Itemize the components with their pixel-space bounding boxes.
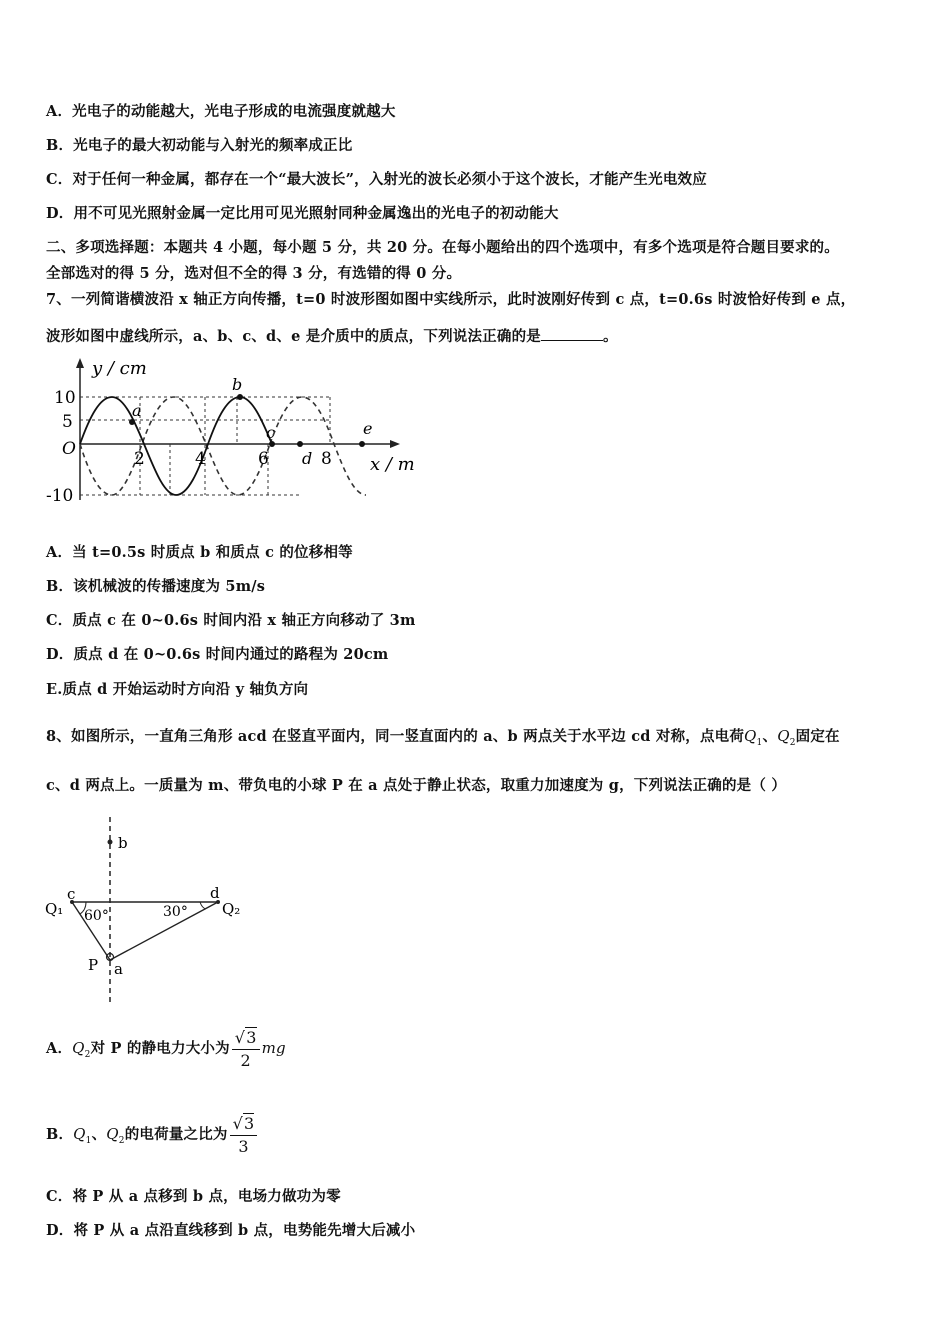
q7-option-b: B．该机械波的传播速度为 5m/s xyxy=(46,578,266,595)
label-b: b xyxy=(232,375,243,394)
diagram-label-q2: Q₂ xyxy=(222,900,241,918)
section2-heading-line1: 二、多项选择题：本题共 4 小题，每小题 5 分，共 20 分。在每小题给出的四个选项中，有多个选项是符合题目要求的。 xyxy=(46,239,839,256)
diagram-label-d: d xyxy=(210,884,220,902)
y-tick-10: 10 xyxy=(54,388,76,408)
x-tick-2: 2 xyxy=(134,449,145,469)
label-a: a xyxy=(132,401,142,420)
charge-q2: $Q_2$ xyxy=(72,1039,91,1060)
q8-stem-text: 8、如图所示，一直角三角形 acd 在竖直平面内，同一竖直面内的 a、b 两点关于水平边 cd 对称，点电荷 xyxy=(46,728,745,745)
x-axis-arrow xyxy=(390,440,400,448)
diagram-label-a: a xyxy=(114,960,123,978)
origin-label: O xyxy=(62,439,76,459)
separator: 、 xyxy=(762,728,778,745)
x-tick-4: 4 xyxy=(195,449,206,469)
prev-option-c: C．对于任何一种金属，都存在一个“最大波长”，入射光的波长必须小于这个波长，才能产生光电效应 xyxy=(46,171,707,188)
prev-option-a: A．光电子的动能越大，光电子形成的电流强度就越大 xyxy=(46,103,396,120)
q8-stem-line2: c、d 两点上。一质量为 m、带负电的小球 P 在 a 点处于静止状态，取重力加速度为 g，下列说法正确的是（ ） xyxy=(46,777,787,794)
y-tick-5: 5 xyxy=(62,412,73,432)
x-unit-label: x / m xyxy=(370,454,415,475)
angle-30-arc xyxy=(200,902,206,909)
dashed-wave-tail xyxy=(270,397,366,495)
q7-option-e: E.质点 d 开始运动时方向沿 y 轴负方向 xyxy=(46,681,309,698)
q8-option-c: C．将 P 从 a 点移到 b 点，电场力做功为零 xyxy=(46,1188,341,1205)
diagram-label-c: c xyxy=(67,885,76,903)
q7-option-d: D．质点 d 在 0~0.6s 时间内通过的路程为 20cm xyxy=(46,646,389,663)
point-b-dot xyxy=(108,840,113,845)
charge-q1: $Q_1$ xyxy=(73,1125,92,1146)
point-b xyxy=(237,394,243,400)
charge-q2: $Q_2$ xyxy=(106,1125,125,1146)
diagram-label-q1: Q₁ xyxy=(45,900,64,918)
prev-option-b: B．光电子的最大初动能与入射光的频率成正比 xyxy=(46,137,353,154)
diagram-label-b: b xyxy=(118,834,128,852)
y-unit-label: y / cm xyxy=(92,358,147,379)
q8-option-d: D．将 P 从 a 点沿直线移到 b 点，电势能先增大后减小 xyxy=(46,1222,416,1239)
label-e: e xyxy=(363,419,373,438)
q8-option-a: A．$Q_2$对 P 的静电力大小为 $\frac{√3}{2}$ mg xyxy=(46,1027,286,1070)
point-e xyxy=(359,441,365,447)
q7-stem-text: 波形如图中虚线所示，a、b、c、d、e 是介质中的质点，下列说法正确的是 xyxy=(46,328,541,345)
point-d xyxy=(297,441,303,447)
q8-option-b: B．$Q_1$、$Q_2$的电荷量之比为 $\frac{√3}{3}$ xyxy=(46,1104,259,1171)
q8-triangle-diagram xyxy=(40,812,260,1012)
q7-stem-line1: 7、一列简谐横波沿 x 轴正方向传播，t=0 时波形图如图中实线所示，此时波刚好传到 c 点，t=0.6s 时波恰好传到 e 点， xyxy=(46,291,856,308)
label-c: c xyxy=(266,423,275,442)
dashed-wave xyxy=(80,397,270,495)
q7-stem-end: 。 xyxy=(602,328,618,345)
prev-option-d: D．用不可见光照射金属一定比用可见光照射同种金属逸出的光电子的初动能大 xyxy=(46,205,559,222)
diagram-label-p: P xyxy=(88,956,99,974)
fraction-sqrt3-over-3: $\frac{√3}{3}$ xyxy=(230,1113,258,1158)
q8-stem-line1 xyxy=(46,726,840,753)
section2-heading-line2: 全部选对的得 5 分，选对但不全的得 3 分，有选错的得 0 分。 xyxy=(46,265,462,282)
q8-stem-end: 固定在 xyxy=(795,728,840,745)
answer-blank xyxy=(541,326,603,341)
x-tick-8: 8 xyxy=(321,449,332,469)
fraction-sqrt3-over-2: $\frac{√3}{2}$ xyxy=(232,1027,260,1072)
solid-wave xyxy=(80,397,272,495)
q7-option-a: A．当 t=0.5s 时质点 b 和质点 c 的位移相等 xyxy=(46,544,353,561)
y-tick-neg10: -10 xyxy=(46,486,74,506)
q7-stem-line2 xyxy=(46,326,618,347)
diagram-angle-30: 30° xyxy=(163,904,188,920)
y-axis-arrow xyxy=(76,358,84,368)
q7-wave-graph xyxy=(40,352,430,517)
x-tick-6: 6 xyxy=(258,449,269,469)
q7-option-c: C．质点 c 在 0~0.6s 时间内沿 x 轴正方向移动了 3m xyxy=(46,612,416,629)
charge-q1: $Q_1$ xyxy=(744,727,763,748)
charge-q2: $Q_2$ xyxy=(777,727,796,748)
diagram-angle-60: 60° xyxy=(84,908,109,924)
label-d: d xyxy=(302,449,313,468)
